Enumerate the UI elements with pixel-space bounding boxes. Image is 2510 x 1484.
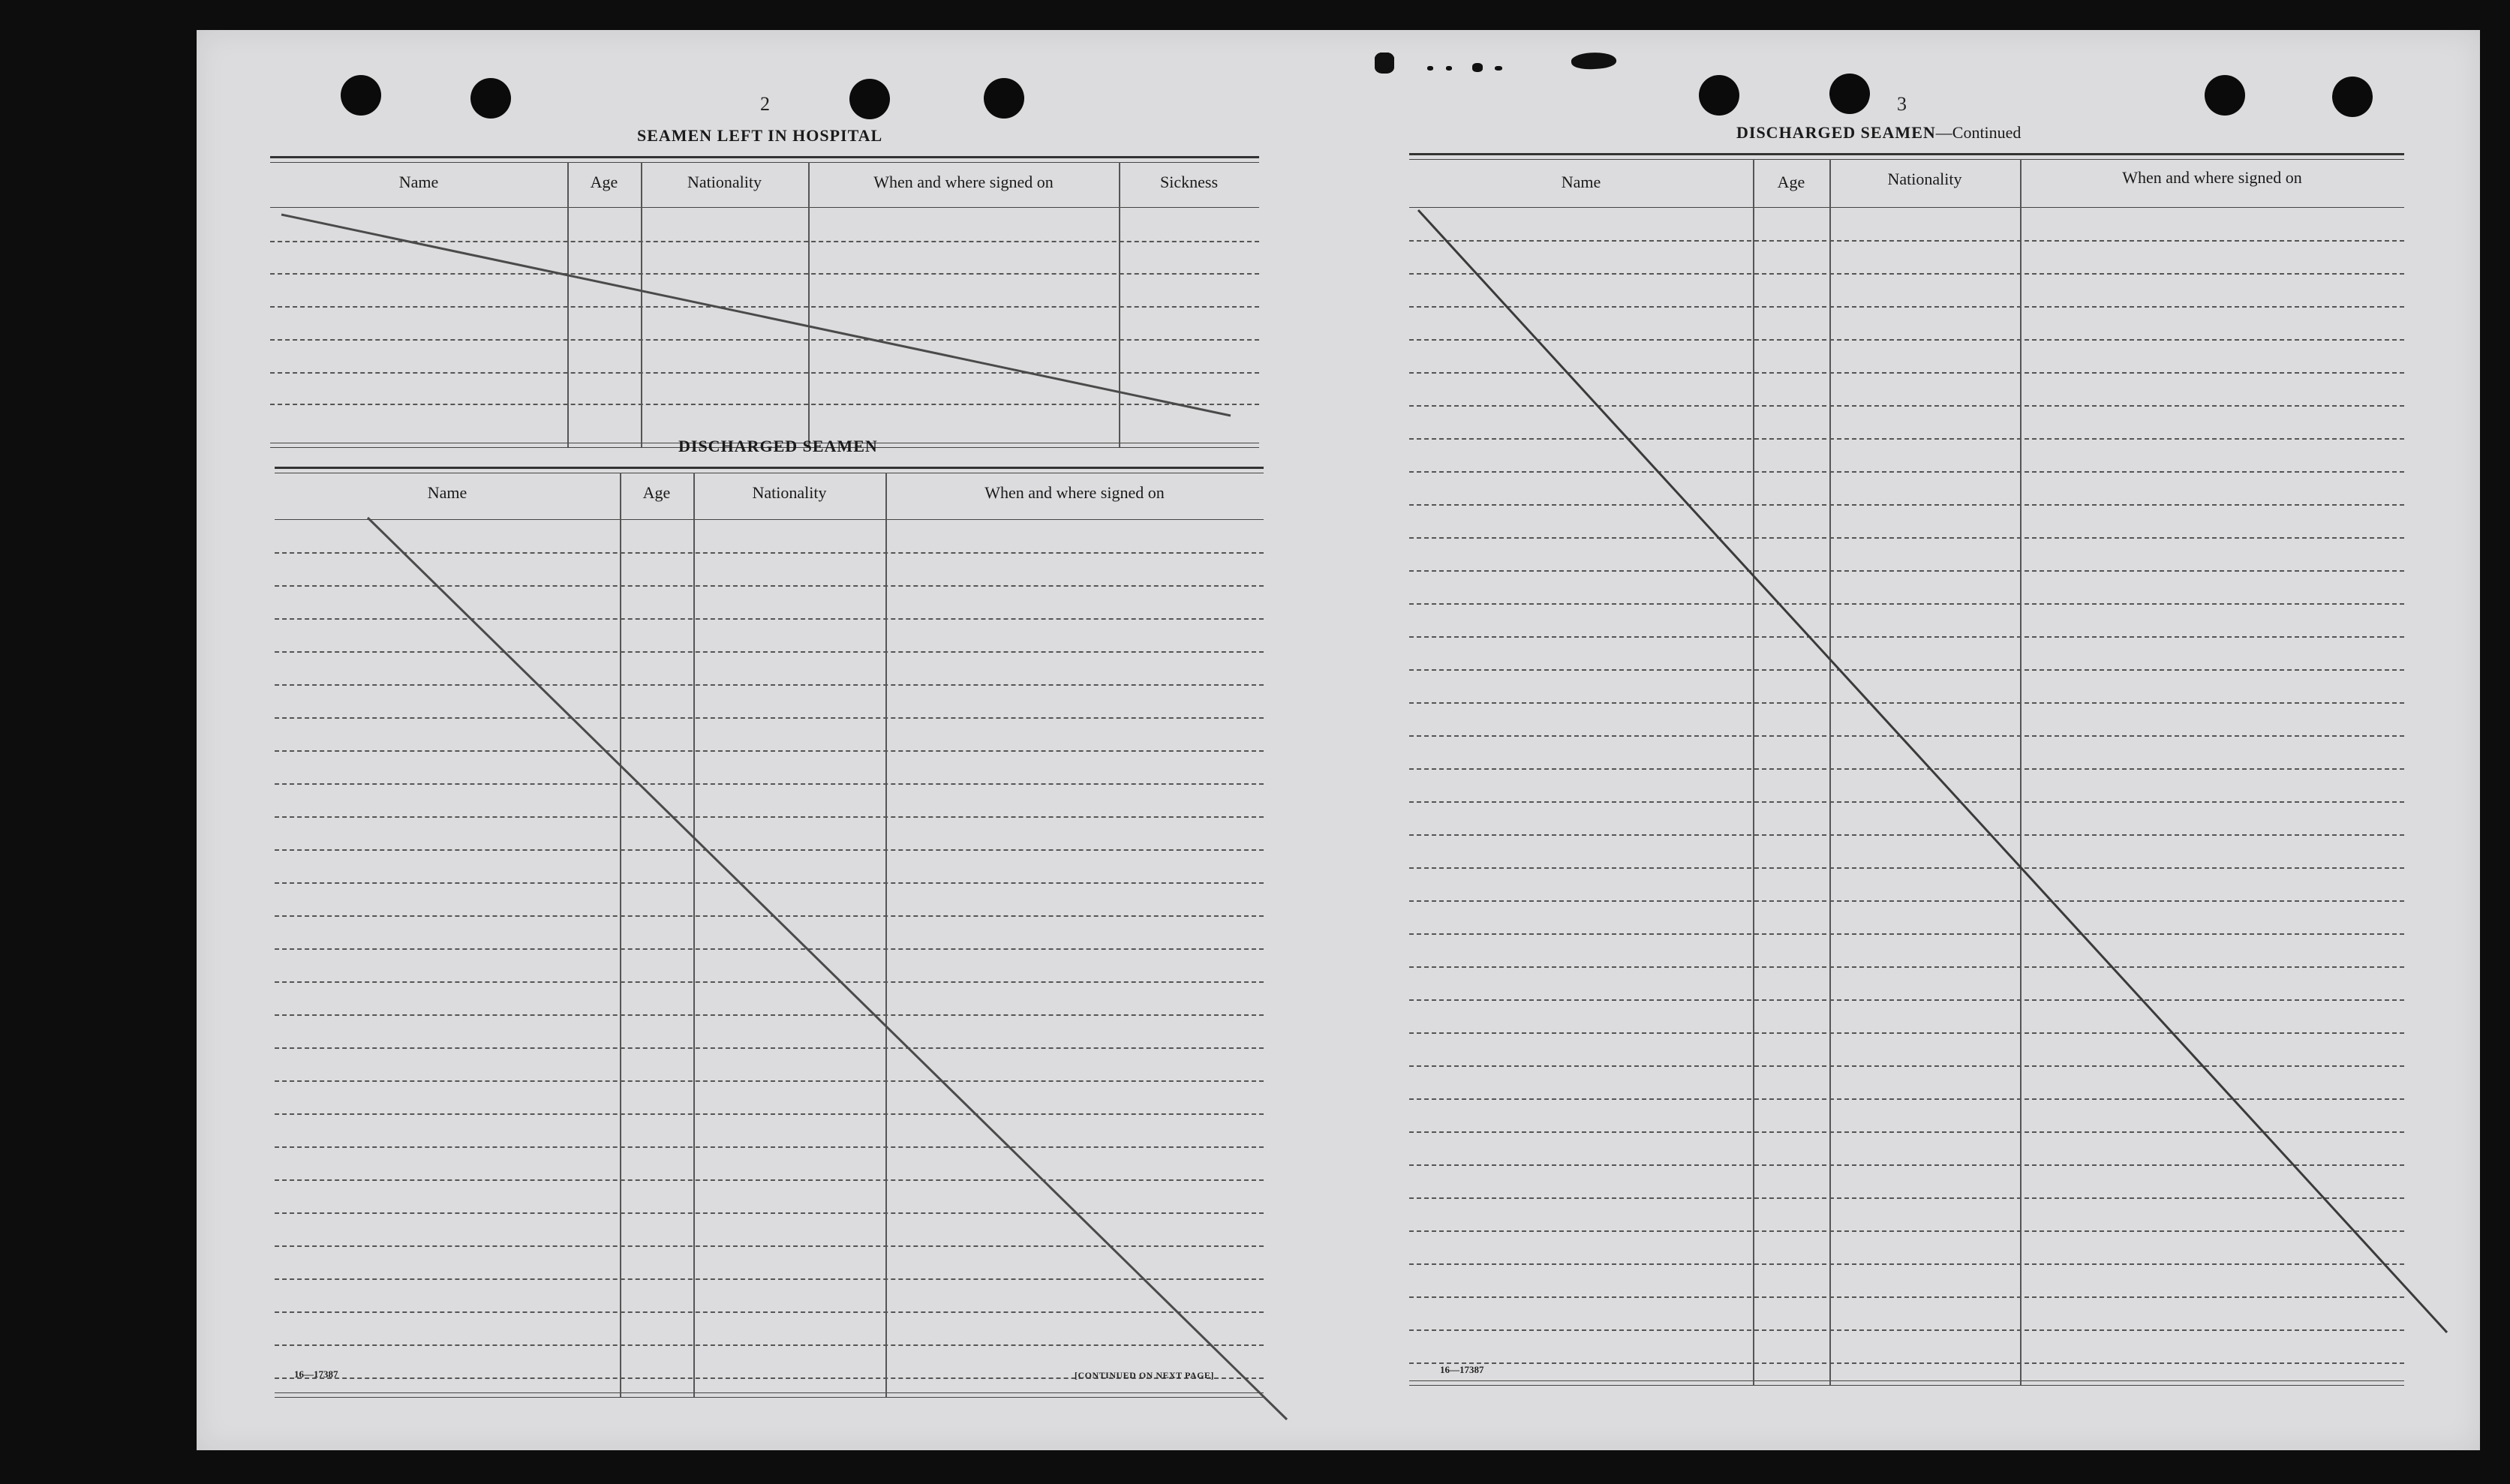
- form-code-left: 16—17387: [294, 1368, 338, 1380]
- strike-line-discharged-right: [1418, 210, 2447, 1332]
- strike-line-discharged-left: [368, 518, 1287, 1419]
- section-title-discharged: DISCHARGED SEAMEN: [678, 437, 878, 455]
- page-number-left: 2: [760, 93, 770, 115]
- column-header-nationality: Nationality: [752, 483, 827, 502]
- strike-line-hospital: [281, 215, 1231, 416]
- column-header-age: Age: [1777, 173, 1805, 191]
- section-title-hospital: SEAMEN LEFT IN HOSPITAL: [637, 126, 883, 145]
- column-header-age: Age: [642, 483, 671, 502]
- column-header-nationality: Nationality: [687, 173, 762, 191]
- column-header-name: Name: [398, 173, 439, 191]
- column-header-name: Name: [1561, 173, 1601, 191]
- column-header-signed-on: When and where signed on: [873, 173, 1054, 191]
- continued-note: [CONTINUED ON NEXT PAGE]: [1075, 1370, 1214, 1380]
- ledger-sheet: [197, 30, 2480, 1450]
- column-header-signed-on: When and where signed on: [984, 483, 1165, 502]
- column-header-age: Age: [590, 173, 618, 191]
- section-title-text: DISCHARGED SEAMEN: [1736, 123, 1936, 142]
- column-header-signed-on: When and where signed on: [2122, 168, 2302, 187]
- section-title-suffix: —Continued: [1935, 123, 2022, 142]
- column-header-sickness: Sickness: [1160, 173, 1218, 191]
- column-header-name: Name: [427, 483, 467, 502]
- strike-lines: [197, 30, 2480, 1450]
- column-header-nationality: Nationality: [1887, 170, 1962, 188]
- page-number-right: 3: [1897, 93, 1907, 115]
- form-code-right: 16—17387: [1440, 1364, 1484, 1375]
